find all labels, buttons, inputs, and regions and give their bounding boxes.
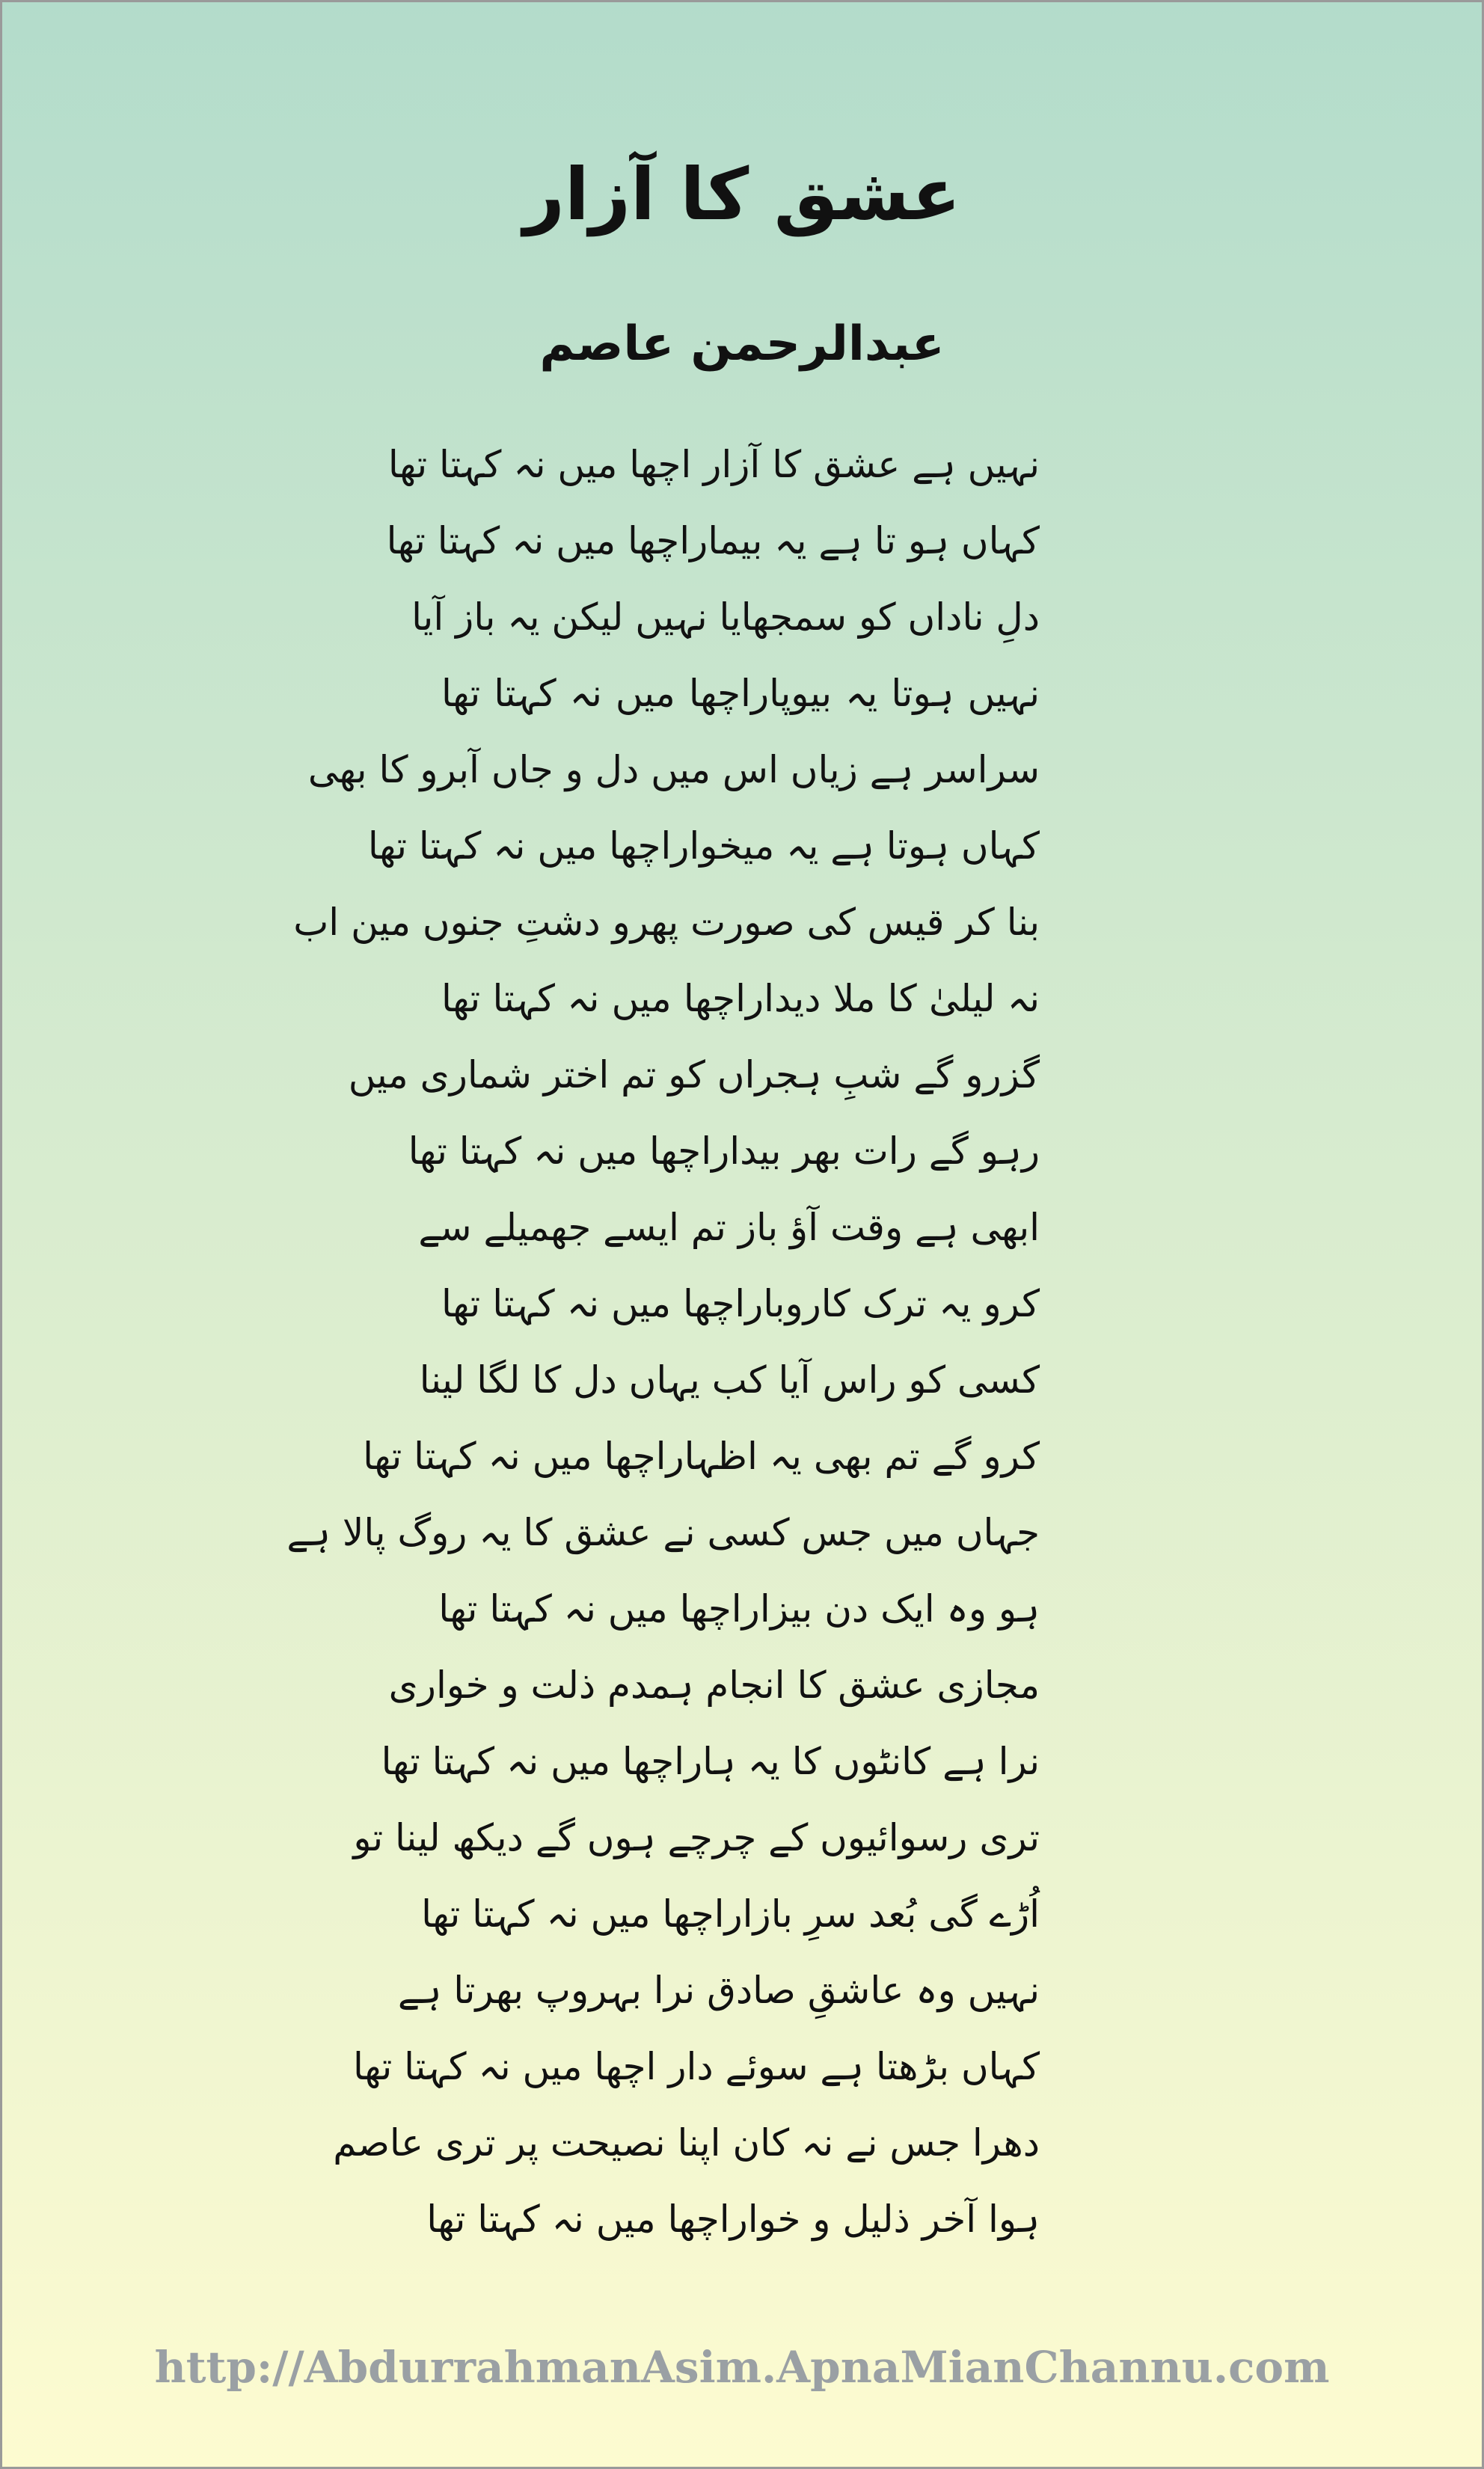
poem-line: مجازی عشق کا انجام ہمدم ذلت و خواری — [388, 1663, 1040, 1707]
poem-line: کسی کو راس آیا کب یہاں دل کا لگا لینا — [419, 1358, 1040, 1402]
poem-line: اُڑے گی بُعد سرِ بازاراچھا میں نہ کہتا تھا — [421, 1892, 1040, 1936]
poem-line: نہیں ہے عشق کا آزار اچھا میں نہ کہتا تھا — [387, 443, 1040, 486]
poem-line: نہ لیلیٰ کا ملا دیداراچھا میں نہ کہتا تھا — [441, 977, 1040, 1020]
poem-line: ابھی ہے وقت آؤ باز تم ایسے جھمیلے سے — [418, 1206, 1040, 1249]
poem-line: نہیں وہ عاشقِ صادق نرا بہروپ بھرتا ہے — [397, 1969, 1040, 2012]
poem-title: عشق کا آزار — [523, 153, 961, 236]
poem-line: تری رسوائیوں کے چرچے ہوں گے دیکھ لینا تو — [353, 1816, 1040, 1859]
poem-line: نرا ہے کانٹوں کا یہ ہاراچھا میں نہ کہتا تھا — [381, 1740, 1040, 1783]
poem-line: کہاں ہوتا ہے یہ میخواراچھا میں نہ کہتا تھا — [367, 824, 1040, 868]
poem-line: بنا کر قیس کی صورت پھرو دشتِ جنوں مین اب — [293, 901, 1040, 944]
poem-line: جہاں میں جس کسی نے عشق کا یہ روگ پالا ہے — [286, 1511, 1040, 1554]
poem-line: کہاں بڑھتا ہے سوئے دار اچھا میں نہ کہتا تھا — [353, 2045, 1040, 2088]
poem-line: کہاں ہو تا ہے یہ بیماراچھا میں نہ کہتا تھا — [386, 519, 1040, 562]
poem-body — [286, 426, 1040, 2257]
poem-line: سراسر ہے زیاں اس میں دل و جاں آبرو کا بھی — [307, 748, 1040, 791]
poem-line: دلِ ناداں کو سمجھایا نہیں لیکن یہ باز آیا — [411, 595, 1040, 639]
poem-line: ہوا آخر ذلیل و خواراچھا میں نہ کہتا تھا — [426, 2197, 1040, 2241]
poet-name: عبدالرحمن عاصم — [539, 316, 945, 372]
poem-line: دھرا جس نے نہ کان اپنا نصیحت پر تری عاصم — [333, 2121, 1040, 2165]
website-url: http://AbdurrahmanAsim.ApnaMianChannu.com — [154, 2342, 1330, 2393]
poem-line: کرو یہ ترک کاروباراچھا میں نہ کہتا تھا — [441, 1282, 1040, 1325]
poem-line: رہو گے رات بھر بیداراچھا میں نہ کہتا تھا — [408, 1129, 1040, 1173]
poem-line: گزرو گے شبِ ہجراں کو تم اختر شماری میں — [348, 1053, 1040, 1097]
poem-line: نہیں ہوتا یہ بیوپاراچھا میں نہ کہتا تھا — [441, 672, 1040, 715]
poem-line: کرو گے تم بھی یہ اظہاراچھا میں نہ کہتا تھا — [363, 1435, 1040, 1478]
poem-line: ہو وہ ایک دن بیزاراچھا میں نہ کہتا تھا — [438, 1587, 1040, 1631]
